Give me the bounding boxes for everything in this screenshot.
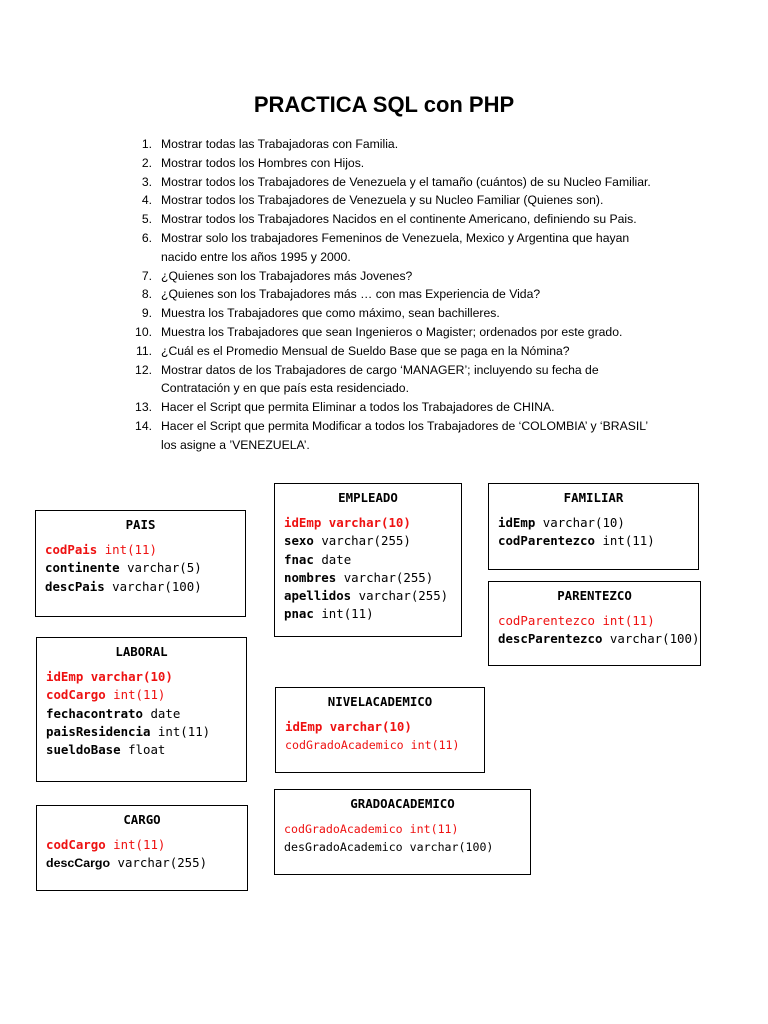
exercise-number: 7. [141, 268, 152, 283]
exercise-item [124, 191, 664, 210]
field-type: int(11) [113, 687, 166, 703]
field-name: apellidos [284, 588, 352, 604]
exercise-text: Mostrar todos los Trabajadores de Venezuela y su Nucleo Familiar (Quienes son). [161, 193, 604, 208]
field-type: varchar(255) [358, 588, 449, 604]
table-field [45, 541, 245, 559]
exercise-text: Muestra los Trabajadores que como máximo, sean bachilleres. [161, 306, 500, 321]
table-field [285, 718, 484, 736]
field-name: continente [45, 560, 120, 576]
exercise-item [124, 173, 664, 192]
field-type: varchar(10) [329, 719, 412, 734]
field-type: int(11) [321, 606, 374, 622]
table-field [498, 630, 700, 648]
exercise-number: 8. [141, 287, 152, 302]
exercise-number: 11. [135, 343, 152, 358]
table-field [284, 514, 461, 532]
exercise-item [124, 210, 664, 229]
field-name: idEmp [285, 719, 323, 734]
table-field [498, 532, 698, 550]
field-name: pnac [284, 606, 314, 622]
field-name: nombres [284, 569, 337, 585]
field-type: int(11) [157, 723, 211, 739]
table-gradoacademico [274, 789, 531, 875]
exercise-item [124, 304, 664, 323]
exercise-text [152, 229, 664, 267]
field-name: codParentezco [498, 613, 595, 628]
table-field [46, 723, 246, 741]
table-familiar [488, 483, 699, 570]
exercise-item [124, 267, 664, 286]
table-field [284, 820, 530, 838]
field-type: varchar(5) [127, 560, 202, 576]
table-field [46, 854, 247, 872]
field-name: idEmp [498, 515, 536, 530]
exercise-text: Hacer el Script que permita Eliminar a todos los Trabajadores de CHINA. [161, 400, 555, 415]
table-title: GRADOACADEMICO [350, 796, 455, 811]
field-type: varchar(255) [117, 855, 208, 871]
field-type: float [128, 742, 166, 758]
exercise-number: 3. [141, 174, 152, 189]
table-title: NIVELACADEMICO [327, 694, 433, 709]
field-type: date [321, 551, 352, 567]
exercise-text: ¿Cuál es el Promedio Mensual de Sueldo Base que se paga en la Nómina? [161, 343, 570, 358]
field-name: idEmp [46, 669, 84, 684]
field-type: date [150, 705, 181, 721]
field-type: varchar(255) [343, 569, 434, 585]
table-title: CARGO [123, 812, 161, 827]
table-parentezco [488, 581, 701, 666]
exercise-item [124, 229, 664, 267]
field-type: int(11) [104, 542, 157, 557]
exercise-text-line: los asigne a ’VENEZUELA’. [161, 437, 310, 452]
exercise-text: ¿Quienes son los Trabajadores más Jovenes? [161, 268, 413, 283]
exercise-number: 1. [141, 137, 152, 151]
table-field [284, 587, 461, 605]
exercise-number: 14. [135, 418, 152, 433]
table-field [284, 532, 461, 550]
exercise-text: Muestra los Trabajadores que sean Ingenieros o Magister; ordenados por este grado. [161, 324, 623, 339]
exercise-text: Mostrar todas las Trabajadoras con Familia. [161, 137, 399, 151]
exercise-text [152, 417, 664, 455]
table-field [45, 578, 245, 596]
table-field [498, 612, 700, 630]
table-field [284, 569, 461, 587]
table-title: EMPLEADO [338, 490, 398, 505]
field-type: int(11) [602, 613, 655, 628]
field-name: descCargo [46, 856, 111, 871]
field-type: varchar(100) [409, 840, 494, 855]
table-nivelacademico [275, 687, 485, 773]
exercise-item [124, 417, 664, 455]
field-type: int(11) [409, 822, 459, 836]
exercise-number: 12. [135, 362, 152, 377]
table-title: PAIS [125, 517, 156, 532]
exercise-text-line: Contratación y en que país esta residenciado. [161, 381, 409, 396]
table-field [284, 551, 461, 569]
table-field [498, 514, 698, 532]
table-field [285, 736, 484, 754]
field-type: varchar(10) [542, 515, 625, 530]
exercise-text: Mostrar todos los Trabajadores de Venezuela y el tamaño (cuántos) de su Nucleo Familiar. [161, 174, 651, 189]
field-name: desGradoAcademico [284, 840, 403, 855]
field-type: varchar(100) [112, 578, 202, 594]
exercise-text: ¿Quienes son los Trabajadores más … con mas Experiencia de Vida? [161, 287, 541, 302]
exercise-text-line: Hacer el Script que permita Modificar a todos los Trabajadores de ‘COLOMBIA’ y ‘BRASIL’ [161, 418, 649, 433]
exercise-text-line: Mostrar solo los trabajadores Femeninos de Venezuela, Mexico y Argentina que hayan [161, 230, 630, 245]
table-field [284, 838, 530, 856]
field-name: idEmp [284, 515, 322, 530]
field-name: codCargo [46, 687, 106, 703]
table-laboral [36, 637, 247, 782]
field-name: codGradoAcademico [285, 738, 404, 753]
exercise-number: 10. [135, 324, 152, 339]
exercise-number: 5. [141, 212, 152, 227]
exercise-text [152, 361, 664, 399]
page-title: PRACTICA SQL con PHP [253, 92, 515, 117]
exercise-item [124, 323, 664, 342]
table-field [46, 741, 246, 759]
field-type: int(11) [113, 837, 166, 852]
table-title: FAMILIAR [563, 490, 624, 505]
field-name: descParentezco [498, 631, 603, 647]
field-type: varchar(10) [90, 669, 173, 684]
exercise-item [124, 154, 664, 173]
table-field [45, 559, 245, 577]
table-empleado [274, 483, 462, 637]
exercise-number: 2. [141, 155, 152, 170]
table-field [284, 605, 461, 623]
field-name: sexo [284, 533, 314, 549]
field-type: varchar(100) [609, 631, 700, 647]
field-type: varchar(10) [328, 515, 411, 530]
table-field [46, 686, 246, 704]
table-field [46, 836, 247, 854]
field-name: codCargo [46, 837, 106, 852]
table-field [46, 668, 246, 686]
exercise-text: Mostrar todos los Trabajadores Nacidos en el continente Americano, definiendo su Pais. [161, 212, 637, 227]
field-name: codPais [45, 542, 98, 557]
field-name: paisResidencia [46, 723, 151, 739]
exercise-number: 6. [141, 230, 152, 245]
field-type: int(11) [410, 738, 460, 753]
exercise-item [124, 285, 664, 304]
exercise-item [124, 342, 664, 361]
field-name: sueldoBase [46, 742, 121, 758]
field-name: codParentezco [498, 533, 595, 549]
exercise-number: 13. [135, 400, 152, 415]
exercise-item [124, 135, 664, 154]
field-name: fnac [284, 551, 314, 567]
exercise-number: 4. [141, 193, 152, 208]
table-cargo [36, 805, 248, 891]
table-pais [35, 510, 246, 617]
field-type: varchar(255) [321, 533, 411, 549]
exercise-list [124, 135, 664, 455]
table-field [46, 705, 246, 723]
exercise-item [124, 398, 664, 417]
exercise-text-line: nacido entre los años 1995 y 2000. [161, 249, 351, 264]
exercise-text: Mostrar todos los Hombres con Hijos. [161, 155, 365, 170]
table-title: LABORAL [115, 644, 168, 659]
exercise-item [124, 361, 664, 399]
exercise-text-line: Mostrar datos de los Trabajadores de cargo ‘MANAGER’; incluyendo su fecha de [161, 362, 599, 377]
field-name: codGradoAcademico [284, 822, 403, 836]
exercise-number: 9. [141, 306, 152, 321]
table-title: PARENTEZCO [557, 588, 632, 603]
field-name: descPais [45, 578, 105, 594]
field-type: int(11) [602, 533, 655, 549]
field-name: fechacontrato [46, 705, 143, 721]
